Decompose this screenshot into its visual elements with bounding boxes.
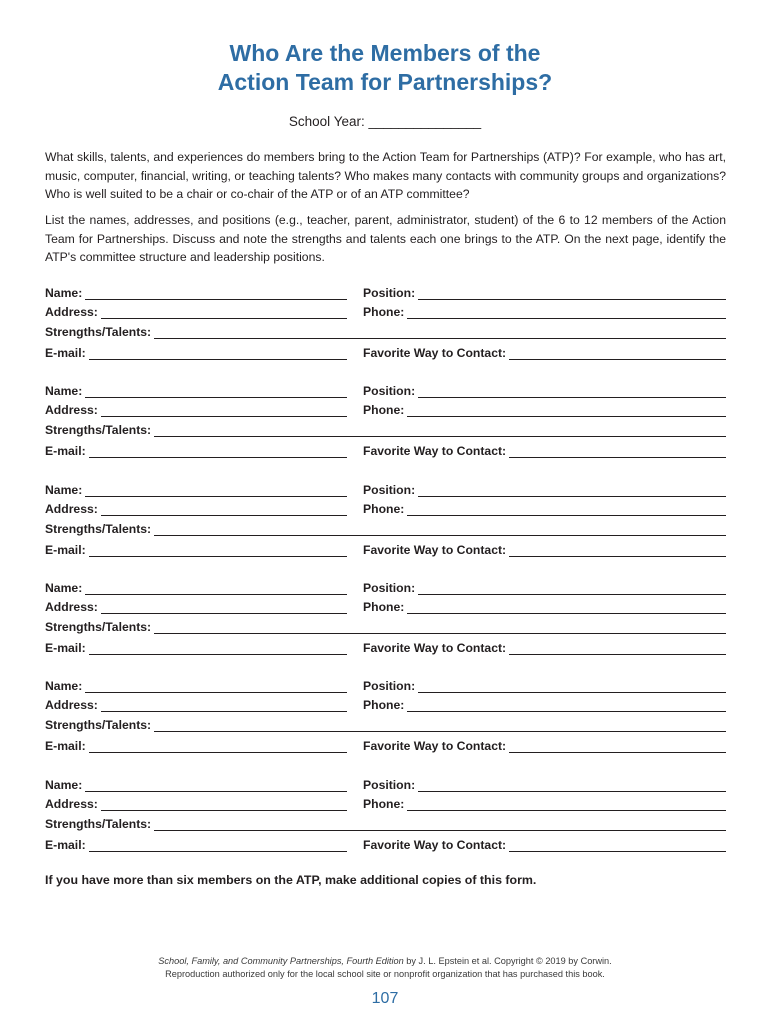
email-label: E-mail: <box>45 346 86 360</box>
address-label: Address: <box>45 797 98 811</box>
row-strengths <box>45 520 726 536</box>
name-line[interactable] <box>85 680 347 693</box>
address-label: Address: <box>45 403 98 417</box>
phone-line[interactable] <box>407 601 726 614</box>
position-field[interactable] <box>363 776 726 792</box>
address-label: Address: <box>45 600 98 614</box>
page-title <box>0 39 770 97</box>
contact-label: Favorite Way to Contact: <box>363 444 507 458</box>
contact-line[interactable] <box>509 642 726 655</box>
address-field[interactable] <box>45 598 347 614</box>
strengths-field[interactable] <box>45 323 726 339</box>
strengths-label: Strengths/Talents: <box>45 718 152 732</box>
phone-label: Phone: <box>363 305 405 319</box>
strengths-field[interactable] <box>45 618 726 634</box>
position-field[interactable] <box>363 677 726 693</box>
phone-line[interactable] <box>407 798 726 811</box>
row-address-phone <box>45 696 726 712</box>
phone-field[interactable] <box>363 303 726 319</box>
position-field[interactable] <box>363 481 726 497</box>
row-email-contact <box>45 541 726 557</box>
email-field[interactable] <box>45 541 347 557</box>
address-field[interactable] <box>45 401 347 417</box>
strengths-line[interactable] <box>154 621 726 634</box>
position-field[interactable] <box>363 284 726 300</box>
position-line[interactable] <box>418 779 726 792</box>
email-label: E-mail: <box>45 444 86 458</box>
contact-line[interactable] <box>509 544 726 557</box>
contact-line[interactable] <box>509 740 726 753</box>
address-field[interactable] <box>45 303 347 319</box>
address-line[interactable] <box>101 306 347 319</box>
row-name-position <box>45 481 726 497</box>
position-line[interactable] <box>418 680 726 693</box>
member-block <box>45 284 726 364</box>
strengths-field[interactable] <box>45 815 726 831</box>
email-line[interactable] <box>89 839 347 852</box>
row-email-contact <box>45 442 726 458</box>
strengths-line[interactable] <box>154 326 726 339</box>
strengths-label: Strengths/Talents: <box>45 620 152 634</box>
strengths-field[interactable] <box>45 421 726 437</box>
row-address-phone <box>45 500 726 516</box>
row-name-position <box>45 382 726 398</box>
phone-line[interactable] <box>407 404 726 417</box>
position-label: Position: <box>363 778 416 792</box>
strengths-field[interactable] <box>45 716 726 732</box>
name-line[interactable] <box>85 484 347 497</box>
name-label: Name: <box>45 384 83 398</box>
member-block <box>45 481 726 561</box>
citation-line2: Reproduction authorized only for the local school site or nonprofit organization that has purchased this book. <box>165 969 605 979</box>
contact-label: Favorite Way to Contact: <box>363 838 507 852</box>
row-strengths <box>45 421 726 437</box>
member-block <box>45 677 726 757</box>
row-address-phone <box>45 303 726 319</box>
contact-field[interactable] <box>363 344 726 360</box>
row-email-contact <box>45 344 726 360</box>
address-line[interactable] <box>101 404 347 417</box>
title-line-1: Who Are the Members of the <box>229 40 541 66</box>
position-label: Position: <box>363 384 416 398</box>
strengths-line[interactable] <box>154 523 726 536</box>
name-line[interactable] <box>85 779 347 792</box>
name-label: Name: <box>45 483 83 497</box>
strengths-label: Strengths/Talents: <box>45 423 152 437</box>
member-block <box>45 579 726 659</box>
email-line[interactable] <box>89 445 347 458</box>
row-strengths <box>45 815 726 831</box>
contact-field[interactable] <box>363 737 726 753</box>
email-line[interactable] <box>89 544 347 557</box>
row-address-phone <box>45 598 726 614</box>
address-line[interactable] <box>101 601 347 614</box>
name-field[interactable] <box>45 382 347 398</box>
address-field[interactable] <box>45 795 347 811</box>
position-label: Position: <box>363 286 416 300</box>
contact-line[interactable] <box>509 347 726 360</box>
email-line[interactable] <box>89 740 347 753</box>
row-strengths <box>45 716 726 732</box>
strengths-line[interactable] <box>154 424 726 437</box>
address-line[interactable] <box>101 798 347 811</box>
member-block <box>45 776 726 856</box>
position-label: Position: <box>363 581 416 595</box>
email-field[interactable] <box>45 344 347 360</box>
citation <box>0 955 770 981</box>
contact-field[interactable] <box>363 541 726 557</box>
strengths-field[interactable] <box>45 520 726 536</box>
email-label: E-mail: <box>45 838 86 852</box>
row-name-position <box>45 677 726 693</box>
position-line[interactable] <box>418 484 726 497</box>
contact-field[interactable] <box>363 442 726 458</box>
row-strengths <box>45 618 726 634</box>
name-line[interactable] <box>85 287 347 300</box>
position-label: Position: <box>363 679 416 693</box>
strengths-line[interactable] <box>154 719 726 732</box>
school-year-field[interactable]: School Year: _______________ <box>288 114 482 129</box>
contact-field[interactable] <box>363 836 726 852</box>
name-field[interactable] <box>45 579 347 595</box>
phone-line[interactable] <box>407 699 726 712</box>
name-field[interactable] <box>45 284 347 300</box>
phone-label: Phone: <box>363 403 405 417</box>
email-line[interactable] <box>89 347 347 360</box>
contact-label: Favorite Way to Contact: <box>363 543 507 557</box>
phone-label: Phone: <box>363 698 405 712</box>
phone-field[interactable] <box>363 401 726 417</box>
row-email-contact <box>45 639 726 655</box>
position-field[interactable] <box>363 579 726 595</box>
row-email-contact <box>45 836 726 852</box>
contact-line[interactable] <box>509 445 726 458</box>
email-label: E-mail: <box>45 739 86 753</box>
contact-label: Favorite Way to Contact: <box>363 346 507 360</box>
intro-paragraph: What skills, talents, and experiences do members bring to the Action Team for Partnerships (ATP)? For example, who has art, music, computer, financial, writing, or teaching talents? Who makes many contacts with community groups and organizations? Who is well suited to be a chair or co-chair of the ATP or of an ATP committee? <box>45 150 726 201</box>
name-label: Name: <box>45 286 83 300</box>
closing-note: If you have more than six members on the ATP, make additional copies of this form. <box>45 873 537 887</box>
position-label: Position: <box>363 483 416 497</box>
email-label: E-mail: <box>45 543 86 557</box>
title-line-2: Action Team for Partnerships? <box>217 69 553 95</box>
name-line[interactable] <box>85 385 347 398</box>
row-name-position <box>45 284 726 300</box>
email-field[interactable] <box>45 442 347 458</box>
member-block <box>45 382 726 462</box>
phone-field[interactable] <box>363 598 726 614</box>
phone-line[interactable] <box>407 503 726 516</box>
name-line[interactable] <box>85 582 347 595</box>
email-field[interactable] <box>45 737 347 753</box>
address-field[interactable] <box>45 500 347 516</box>
email-label: E-mail: <box>45 641 86 655</box>
citation-book-title: School, Family, and Community Partnerships, Fourth Edition <box>158 956 404 966</box>
position-line[interactable] <box>418 582 726 595</box>
contact-field[interactable] <box>363 639 726 655</box>
name-label: Name: <box>45 679 83 693</box>
address-line[interactable] <box>101 503 347 516</box>
strengths-label: Strengths/Talents: <box>45 325 152 339</box>
address-label: Address: <box>45 305 98 319</box>
email-line[interactable] <box>89 642 347 655</box>
address-label: Address: <box>45 698 98 712</box>
phone-label: Phone: <box>363 502 405 516</box>
address-line[interactable] <box>101 699 347 712</box>
email-field[interactable] <box>45 639 347 655</box>
row-email-contact <box>45 737 726 753</box>
row-address-phone <box>45 401 726 417</box>
phone-label: Phone: <box>363 600 405 614</box>
row-name-position <box>45 776 726 792</box>
email-field[interactable] <box>45 836 347 852</box>
name-label: Name: <box>45 778 83 792</box>
address-label: Address: <box>45 502 98 516</box>
phone-field[interactable] <box>363 500 726 516</box>
name-field[interactable] <box>45 776 347 792</box>
position-line[interactable] <box>418 287 726 300</box>
position-field[interactable] <box>363 382 726 398</box>
row-address-phone <box>45 795 726 811</box>
name-field[interactable] <box>45 677 347 693</box>
row-strengths <box>45 323 726 339</box>
page-number: 107 <box>371 990 399 1007</box>
position-line[interactable] <box>418 385 726 398</box>
name-field[interactable] <box>45 481 347 497</box>
phone-line[interactable] <box>407 306 726 319</box>
contact-label: Favorite Way to Contact: <box>363 739 507 753</box>
strengths-line[interactable] <box>154 818 726 831</box>
citation-line1-rest: by J. L. Epstein et al. Copyright © 2019 by Corwin. <box>403 956 612 966</box>
phone-label: Phone: <box>363 797 405 811</box>
strengths-label: Strengths/Talents: <box>45 817 152 831</box>
name-label: Name: <box>45 581 83 595</box>
row-name-position <box>45 579 726 595</box>
strengths-label: Strengths/Talents: <box>45 522 152 536</box>
phone-field[interactable] <box>363 795 726 811</box>
instructions-paragraph: List the names, addresses, and positions (e.g., teacher, parent, administrator, student) of the 6 to 12 members of the Action Team for Partnerships. Discuss and note the strengths and talents each one brings to the ATP. On the next page, identify the ATP's committee structure and leadership positions. <box>45 213 726 264</box>
contact-line[interactable] <box>509 839 726 852</box>
phone-field[interactable] <box>363 696 726 712</box>
address-field[interactable] <box>45 696 347 712</box>
contact-label: Favorite Way to Contact: <box>363 641 507 655</box>
